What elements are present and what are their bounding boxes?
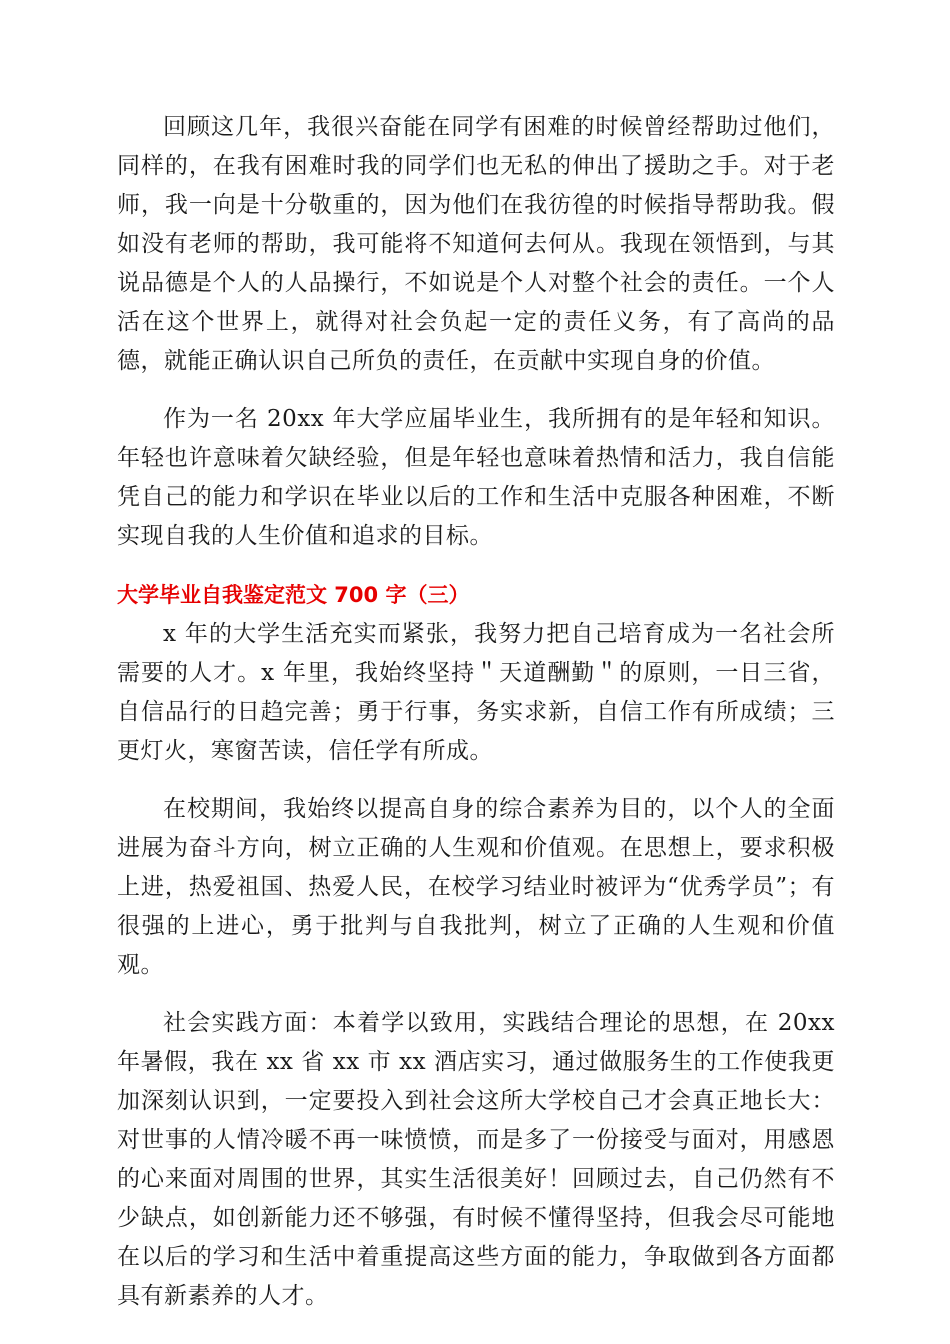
paragraph-graduate: 作为一名 20xx 年大学应届毕业生，我所拥有的是年轻和知识。年轻也许意味着欠缺经验，但是年轻也意味着热情和活力，我自信能凭自己的能力和学识在毕业以后的工作和生活中克服各种困难，不断实现自我的人生价值和追求的目标。 <box>117 406 835 549</box>
paragraph-social-practice: 社会实践方面：本着学以致用，实践结合理论的思想，在 20xx 年暑假，我在 xx 省 xx 市 xx 酒店实习，通过做服务生的工作使我更加深刻认识到，一定要投入到社会这所大学校自己才会真正地长大：对世事的人情冷暖不再一味愤愤，而是多了一份接受与面对，用感恩的心来面对周围的世界，其实生活很美好！回顾过去，自己仍然有不少缺点，如创新能力还不够强，有时候不懂得坚持，但我会尽可能地在以后的学习和生活中着重提高这些方面的能力，争取做到各方面都具有新素养的人才。 <box>117 1010 835 1309</box>
document-body <box>117 108 835 1335</box>
paragraph-school-period: 在校期间，我始终以提高自身的综合素养为目的，以个人的全面进展为奋斗方向，树立正确的人生观和价值观。在思想上，要求积极上进，热爱祖国、热爱人民，在校学习结业时被评为“优秀学员”；有很强的上进心，勇于批判与自我批判，树立了正确的人生观和价值观。 <box>117 796 835 978</box>
paragraph-college-life: x 年的大学生活充实而紧张，我努力把自己培育成为一名社会所需要的人才。x 年里，我始终坚持＂天道酬勤＂的原则，一日三省，自信品行的日趋完善；勇于行事，务实求新，自信工作有所成绩；三更灯火，寒窗苦读，信任学有所成。 <box>117 621 835 764</box>
paragraph-review: 回顾这几年，我很兴奋能在同学有困难的时候曾经帮助过他们，同样的，在我有困难时我的同学们也无私的伸出了援助之手。对于老师，我一向是十分敬重的，因为他们在我彷徨的时候指导帮助我。假如没有老师的帮助，我可能将不知道何去何从。我现在领悟到，与其说品德是个人的人品操行，不如说是个人对整个社会的责任。一个人活在这个世界上，就得对社会负起一定的责任义务，有了高尚的品德，就能正确认识自己所负的责任，在贡献中实现自身的价值。 <box>117 114 835 374</box>
section-heading: 大学毕业自我鉴定范文 700 字（三） <box>117 583 470 607</box>
